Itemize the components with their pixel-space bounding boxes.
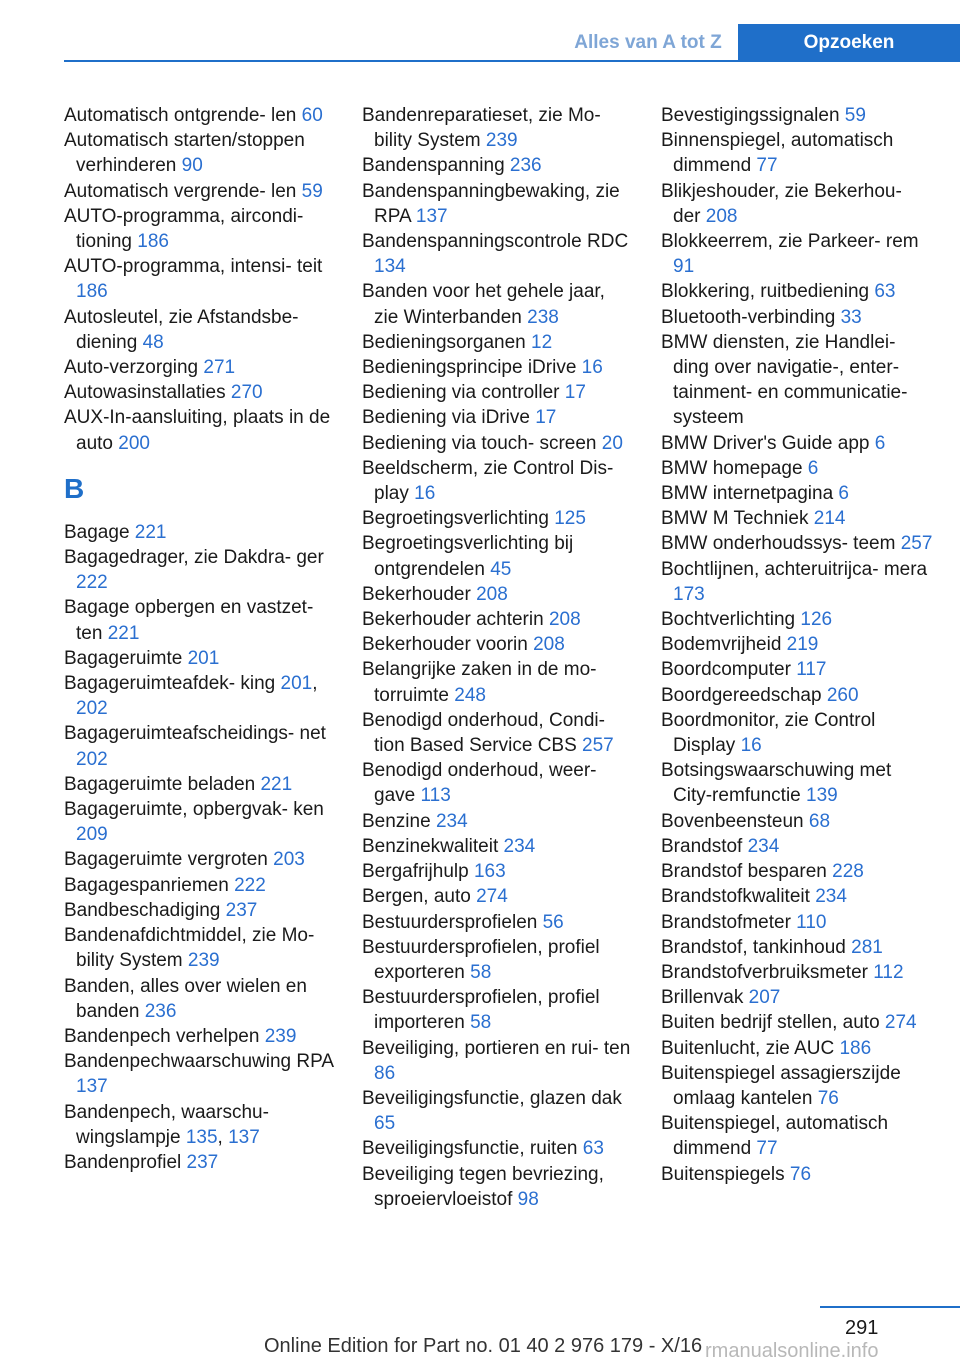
page-reference-link[interactable]: 20 <box>601 432 623 454</box>
page-reference-link[interactable]: 221 <box>134 521 167 543</box>
index-entry-text: Bagageruimte vergroten <box>64 849 274 871</box>
index-entry <box>362 431 634 456</box>
index-entry <box>362 103 634 153</box>
index-entry-text: Binnenspiegel, automatisch dimmend <box>661 130 894 177</box>
page-reference-link[interactable]: 77 <box>756 1138 778 1160</box>
index-entry <box>362 834 634 859</box>
index-entry-text: Bandbeschadiging <box>64 899 226 921</box>
page-reference-link[interactable]: 201 <box>187 647 220 669</box>
index-entry-text: Blikjeshouder, zie Bekerhou- der <box>661 180 902 227</box>
index-entry <box>64 355 336 380</box>
page-reference-link[interactable]: 239 <box>187 950 220 972</box>
page-reference-link[interactable]: 270 <box>230 382 263 404</box>
index-entry <box>661 985 933 1010</box>
index-entry-text: Boordgereedschap <box>661 684 827 706</box>
page-reference-link[interactable]: 186 <box>839 1037 872 1059</box>
index-entry-text: Banden, alles over wielen en banden <box>64 975 307 1022</box>
index-entry-text: Bestuurdersprofielen, profiel importeren <box>362 987 600 1034</box>
page-reference-link[interactable]: 6 <box>807 457 819 479</box>
page-reference-link[interactable]: 137 <box>415 205 448 227</box>
index-entry <box>362 279 634 329</box>
page-reference-link[interactable]: 202 <box>76 748 108 770</box>
index-entry-text: Autowasinstallaties <box>64 382 231 404</box>
index-entry-text: Beveiliging tegen bevriezing, sproeiervloeistof <box>362 1163 604 1210</box>
index-entry-text: Beveiligingsfunctie, ruiten <box>362 1138 583 1160</box>
index-entry <box>362 708 634 758</box>
page-reference-link[interactable]: 45 <box>490 558 512 580</box>
index-entry-text: Bagageruimte beladen <box>64 773 261 795</box>
page-reference-link[interactable]: 234 <box>747 835 780 857</box>
index-entry-text: Brandstofverbruiksmeter <box>661 961 874 983</box>
page-reference-link[interactable]: 237 <box>225 899 258 921</box>
index-entry <box>661 859 933 884</box>
index-entry-text: Blokkering, ruitbediening <box>661 281 875 303</box>
index-column-3 <box>661 103 933 1187</box>
page-reference-link[interactable]: 239 <box>264 1025 297 1047</box>
page-reference-link[interactable]: 16 <box>414 483 436 505</box>
index-entry <box>362 456 634 506</box>
index-entry-text: Bandenpech, waarschu- wingslampje <box>64 1101 269 1148</box>
page-reference-link[interactable]: 222 <box>234 874 266 896</box>
index-entry <box>362 985 634 1035</box>
index-entry <box>661 229 933 279</box>
index-entry-text: Boordmonitor, zie Control Display <box>661 709 876 757</box>
index-entry-text: Bagage <box>64 521 135 543</box>
page-reference-link[interactable]: 77 <box>756 155 778 177</box>
index-entry-text: BMW diensten, zie Handlei- ding over navigatie-, enter- tainment- en communicatie- systeem <box>661 331 908 429</box>
index-entry-text: Bedieningsorganen <box>362 331 532 353</box>
page-reference-link[interactable]: 76 <box>817 1087 839 1109</box>
index-entry <box>661 456 933 481</box>
page-reference-link[interactable]: 214 <box>813 508 846 530</box>
index-entry <box>661 1111 933 1161</box>
page-reference-link[interactable]: 173 <box>673 583 705 605</box>
footer-rule <box>820 1306 960 1308</box>
index-entry <box>362 179 634 229</box>
index-entry <box>362 380 634 405</box>
page-reference-link[interactable]: 16 <box>581 357 603 379</box>
index-entry-text: AUTO-programma, aircondi- tioning <box>64 205 304 253</box>
page-reference-link[interactable]: 200 <box>118 432 150 454</box>
page-reference-link[interactable]: 86 <box>374 1062 396 1084</box>
index-entry <box>661 607 933 632</box>
index-entry-text: Botsingswaarschuwing met City-remfunctie <box>661 760 892 807</box>
tab-opzoeken[interactable]: Opzoeken <box>738 24 960 62</box>
index-entry-text: BMW internetpagina <box>661 483 839 505</box>
index-entry <box>661 683 933 708</box>
index-entry-text: Bagageruimteafdek- king <box>64 673 281 695</box>
page-reference-link[interactable]: 221 <box>107 622 140 644</box>
page-reference-link[interactable]: 222 <box>76 572 108 594</box>
index-entry <box>661 481 933 506</box>
index-entry-text: Bagagespanriemen <box>64 874 235 896</box>
page-reference-link[interactable]: 58 <box>470 1012 492 1034</box>
index-entry <box>661 910 933 935</box>
index-entry-text: Bodemvrijheid <box>661 634 787 656</box>
index-entry <box>661 557 933 607</box>
index-entry-text: Begroetingsverlichting bij ontgrendelen <box>362 533 574 580</box>
index-entry <box>661 506 933 531</box>
index-entry <box>661 960 933 985</box>
page-reference-link[interactable]: 65 <box>374 1113 396 1135</box>
page-reference-link[interactable]: 219 <box>786 634 819 656</box>
index-entry <box>64 204 336 254</box>
index-entry <box>661 657 933 682</box>
edition-footer: Online Edition for Part no. 01 40 2 976 179 - X/16 <box>264 1335 703 1357</box>
index-entry-text: Benzine <box>362 810 436 832</box>
index-entry-text: Bekerhouder voorin <box>362 634 534 656</box>
index-entry <box>64 520 336 545</box>
index-entry-text: Bochtverlichting <box>661 609 801 631</box>
page-reference-link[interactable]: 208 <box>705 205 738 227</box>
index-entry <box>362 506 634 531</box>
index-entry-text: Blokkeerrem, zie Parkeer- rem <box>661 231 919 253</box>
index-entry <box>661 809 933 834</box>
page-reference-link[interactable]: 59 <box>301 180 323 202</box>
page-reference-link[interactable]: 110 <box>796 911 827 933</box>
index-entry <box>64 305 336 355</box>
page-reference-link[interactable]: 63 <box>874 281 896 303</box>
page-reference-link[interactable]: 202 <box>76 698 108 720</box>
index-entry <box>661 305 933 330</box>
index-entry <box>661 1162 933 1187</box>
index-entry-text: Belangrijke zaken in de mo- torruimte <box>362 659 597 706</box>
index-entry-text: Brandstofkwaliteit <box>661 886 816 908</box>
index-entry-text: Benzinekwaliteit <box>362 835 504 857</box>
index-entry-text: Boordcomputer <box>661 659 797 681</box>
index-entry-text: Bandenspanningscontrole RDC <box>362 231 629 253</box>
index-entry <box>362 632 634 657</box>
page-reference-link[interactable]: 17 <box>535 407 557 429</box>
page-reference-link[interactable]: 135 <box>185 1126 218 1148</box>
index-entry <box>64 923 336 973</box>
page-reference-link[interactable]: 234 <box>435 810 468 832</box>
index-entry-text: BMW onderhoudssys- teem <box>661 533 901 555</box>
index-entry <box>64 128 336 178</box>
index-entry-text: Brandstofmeter <box>661 911 797 933</box>
index-entry <box>661 279 933 304</box>
index-entry <box>64 1100 336 1150</box>
index-entry <box>362 1136 634 1161</box>
index-entry <box>362 153 634 178</box>
page-reference-link[interactable]: 260 <box>826 684 859 706</box>
index-entry <box>64 671 336 721</box>
page-reference-link[interactable]: 237 <box>186 1151 219 1173</box>
index-entry-text: Bergen, auto <box>362 886 477 908</box>
index-entry-text: Bandenspanning <box>362 155 510 177</box>
index-entry <box>661 531 933 556</box>
index-entry <box>661 632 933 657</box>
ref-separator: , <box>312 673 318 695</box>
index-entry <box>64 772 336 797</box>
index-entry-text: Bagage opbergen en vastzet- ten <box>64 597 314 644</box>
index-entry <box>64 405 336 455</box>
index-entry-text: Automatisch starten/stoppen verhinderen <box>64 130 305 177</box>
index-entry <box>661 1061 933 1111</box>
page-reference-link[interactable]: 208 <box>533 634 565 656</box>
page-reference-link[interactable]: 228 <box>832 861 864 883</box>
index-entry <box>64 721 336 771</box>
index-entry <box>64 1024 336 1049</box>
index-entry-text: Bandenreparatieset, zie Mo- bility System <box>362 105 601 152</box>
index-entry <box>362 1086 634 1136</box>
index-entry <box>661 103 933 128</box>
page-reference-link[interactable]: 58 <box>470 961 492 983</box>
index-entry <box>661 758 933 808</box>
index-entry <box>64 380 336 405</box>
page-reference-link[interactable]: 201 <box>280 673 313 695</box>
index-entry <box>362 1162 634 1212</box>
index-entry-text: Auto-verzorging <box>64 357 204 379</box>
index-entry <box>661 179 933 229</box>
index-entry-text: Bovenbeensteun <box>661 810 809 832</box>
page-reference-link[interactable]: 112 <box>873 961 904 983</box>
index-entry-text: Automatisch ontgrende- len <box>64 105 302 126</box>
index-entry <box>661 1036 933 1061</box>
index-entry <box>362 884 634 909</box>
index-entry-text: Brandstof, tankinhoud <box>661 936 852 958</box>
index-entry-text: Bandenprofiel <box>64 1151 187 1173</box>
index-entry <box>362 910 634 935</box>
index-entry <box>362 582 634 607</box>
page-reference-link[interactable]: 281 <box>851 936 883 958</box>
index-entry-text: Beveiligingsfunctie, glazen dak <box>362 1087 622 1109</box>
page-reference-link[interactable]: 207 <box>748 987 781 1009</box>
page-reference-link[interactable]: 186 <box>76 281 108 303</box>
index-column-1 <box>64 103 336 1175</box>
page-reference-link[interactable]: 238 <box>527 306 559 328</box>
page-reference-link[interactable]: 125 <box>554 508 586 530</box>
index-entry-text: Buitenlucht, zie AUC <box>661 1037 840 1059</box>
index-entry <box>362 229 634 279</box>
index-entry <box>64 847 336 872</box>
page-reference-link[interactable]: 6 <box>838 483 849 505</box>
page-reference-link[interactable]: 68 <box>808 810 831 832</box>
index-entry <box>362 809 634 834</box>
page-reference-link[interactable]: 137 <box>76 1076 108 1098</box>
page-reference-link[interactable]: 137 <box>228 1126 260 1148</box>
index-entry <box>64 545 336 595</box>
index-entry-text: Brandstof <box>661 835 748 857</box>
index-entry <box>64 1150 336 1175</box>
page-reference-link[interactable]: 17 <box>564 382 586 404</box>
index-entry-text: Beveiliging, portieren en rui- ten <box>362 1037 631 1059</box>
index-entry <box>362 531 634 581</box>
index-entry-text: Benodigd onderhoud, weer- gave <box>362 760 597 807</box>
page-reference-link[interactable]: 209 <box>76 824 108 846</box>
index-entry <box>64 974 336 1024</box>
page-reference-link[interactable]: 208 <box>476 583 508 605</box>
page-reference-link[interactable]: 234 <box>815 886 847 908</box>
page-reference-link[interactable]: 126 <box>800 609 833 631</box>
index-entry-text: Buiten bedrijf stellen, auto <box>661 1012 885 1034</box>
index-entry-text: Buitenspiegel assagierszijde omlaag kantelen <box>661 1062 901 1109</box>
index-entry-text: Banden voor het gehele jaar, zie Winterbanden <box>362 281 605 328</box>
page-reference-link[interactable]: 59 <box>844 105 866 126</box>
index-entry-text: Bergafrijhulp <box>362 861 474 883</box>
index-entry-text: Automatisch vergrende- len <box>64 180 302 202</box>
page-reference-link[interactable]: 139 <box>806 785 838 807</box>
page-reference-link[interactable]: 257 <box>582 735 614 757</box>
index-entry-text: Bediening via controller <box>362 382 565 404</box>
index-entry-text: AUX-In-aansluiting, plaats in de auto <box>64 407 331 454</box>
index-entry-text: Brandstof besparen <box>661 861 833 883</box>
index-entry-text: Buitenspiegel, automatisch dimmend <box>661 1113 889 1160</box>
page-reference-link[interactable]: 63 <box>582 1138 604 1160</box>
index-entry <box>64 873 336 898</box>
index-entry <box>64 646 336 671</box>
page-reference-link[interactable]: 117 <box>796 659 827 681</box>
index-entry <box>661 128 933 178</box>
index-entry-text: Bagageruimte <box>64 647 188 669</box>
page-reference-link[interactable]: 186 <box>137 231 169 253</box>
index-entry-text: AUTO-programma, intensi- teit <box>64 256 323 278</box>
page-reference-link[interactable]: 48 <box>142 331 164 353</box>
index-entry-text: Bekerhouder achterin <box>362 609 549 631</box>
page-reference-link[interactable]: 203 <box>273 849 305 871</box>
index-entry <box>661 935 933 960</box>
ref-separator: , <box>217 1126 229 1148</box>
index-entry <box>362 1036 634 1086</box>
index-entry <box>64 103 336 128</box>
index-entry-text: Bandenspanningbewaking, zie RPA <box>362 180 620 227</box>
index-entry <box>362 405 634 430</box>
page-reference-link[interactable]: 257 <box>900 533 933 555</box>
page-reference-link[interactable]: 60 <box>301 105 323 126</box>
index-entry-text: Bagageruimte, opbergvak- ken <box>64 799 324 821</box>
page-reference-link[interactable]: 248 <box>454 684 486 706</box>
index-entry-text: Autosleutel, zie Afstandsbe- diening <box>64 306 299 353</box>
page-reference-link[interactable]: 91 <box>673 256 695 278</box>
page-reference-link[interactable]: 76 <box>789 1163 812 1185</box>
page-reference-link[interactable]: 98 <box>517 1188 539 1210</box>
index-entry-text: Bagagedrager, zie Dakdra- ger <box>64 547 324 569</box>
page-reference-link[interactable]: 208 <box>548 609 581 631</box>
page-reference-link[interactable]: 56 <box>542 911 564 933</box>
page-reference-link[interactable]: 90 <box>181 155 203 177</box>
index-entry-text: Beeldscherm, zie Control Dis- play <box>362 457 614 505</box>
index-entry-text: Brillenvak <box>661 987 749 1009</box>
index-entry <box>661 884 933 909</box>
page-reference-link[interactable]: 12 <box>531 331 553 353</box>
index-entry <box>362 355 634 380</box>
page-number: 291 <box>845 1317 879 1339</box>
index-entry <box>362 859 634 884</box>
page-reference-link[interactable]: 16 <box>740 735 762 757</box>
index-entry <box>64 179 336 204</box>
index-entry-text: Bekerhouder <box>362 583 477 605</box>
index-entry <box>64 797 336 847</box>
index-entry <box>64 1049 336 1099</box>
index-entry-text: Bediening via touch- screen <box>362 432 602 454</box>
page-reference-link[interactable]: 134 <box>374 256 406 278</box>
index-entry <box>661 1010 933 1035</box>
index-entry-text: Bedieningsprincipe iDrive <box>362 357 582 379</box>
watermark: rmanualsonline.info <box>705 1340 879 1362</box>
page-reference-link[interactable]: 274 <box>476 886 508 908</box>
index-entry-text: Bediening via iDrive <box>362 407 536 429</box>
index-entry-text: Bandenpech verhelpen <box>64 1025 265 1047</box>
index-entry-text: BMW Driver's Guide app <box>661 432 875 454</box>
index-entry <box>362 758 634 808</box>
page-reference-link[interactable]: 236 <box>144 1000 177 1022</box>
index-entry <box>661 431 933 456</box>
index-entry-text: Begroetingsverlichting <box>362 508 555 530</box>
index-column-2 <box>362 103 634 1212</box>
index-entry-text: Benodigd onderhoud, Condi- tion Based Service CBS <box>362 709 605 757</box>
index-entry-text: Bochtlijnen, achteruitrijca- mera <box>661 558 928 580</box>
page-reference-link[interactable]: 6 <box>874 432 886 454</box>
index-entry-text: BMW homepage <box>661 457 808 479</box>
index-entry-text: BMW M Techniek <box>661 508 814 530</box>
index-entry-text: Buitenspiegels <box>661 1163 790 1185</box>
index-entry-text: Bagageruimteafscheidings- net <box>64 723 326 745</box>
index-entry <box>362 607 634 632</box>
index-entry <box>64 898 336 923</box>
index-entry <box>661 708 933 758</box>
index-entry-text: Bevestigingssignalen <box>661 105 845 126</box>
page-reference-link[interactable]: 239 <box>485 130 518 152</box>
index-entry-text: Bluetooth-verbinding <box>661 306 841 328</box>
page-reference-link[interactable]: 236 <box>509 155 542 177</box>
letter-heading: B <box>64 472 85 504</box>
page-reference-link[interactable]: 274 <box>884 1012 917 1034</box>
index-entry-text: Bandenpechwaarschuwing RPA <box>64 1051 333 1073</box>
index-entry <box>362 657 634 707</box>
index-entry-text: Bandenafdichtmiddel, zie Mo- bility System <box>64 925 315 972</box>
tab-alles-van-a-tot-z[interactable]: Alles van A tot Z <box>574 32 722 53</box>
index-entry <box>661 330 933 431</box>
page-reference-link[interactable]: 221 <box>260 773 293 795</box>
index-entry <box>64 254 336 304</box>
index-entry <box>362 330 634 355</box>
page-reference-link[interactable]: 271 <box>203 357 236 379</box>
index-entry-text: Bestuurdersprofielen, profiel exporteren <box>362 936 600 983</box>
page-reference-link[interactable]: 234 <box>503 835 536 857</box>
page-reference-link[interactable]: 163 <box>473 861 506 883</box>
index-entry-text: Bestuurdersprofielen <box>362 911 543 933</box>
page-reference-link[interactable]: 33 <box>840 306 862 328</box>
index-entry <box>661 834 933 859</box>
page-reference-link[interactable]: 113 <box>420 785 451 807</box>
index-entry <box>362 935 634 985</box>
index-entry <box>64 595 336 645</box>
